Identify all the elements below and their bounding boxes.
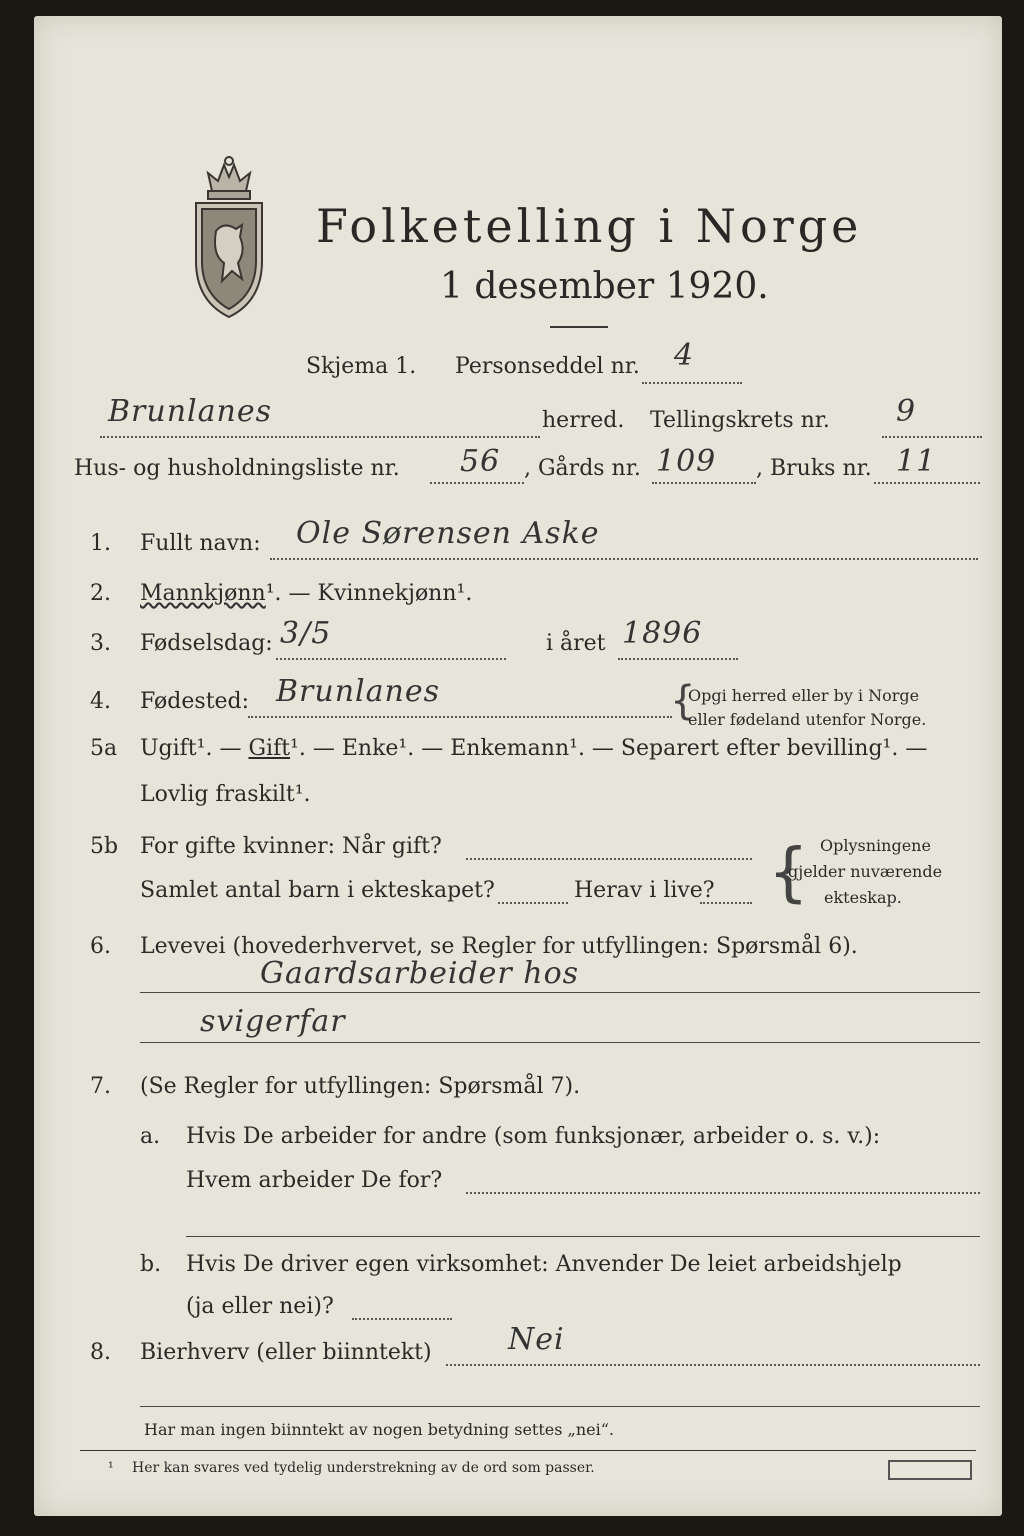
ugift-option[interactable]: Ugift¹. —	[140, 736, 242, 761]
note-ekteskap: ekteskap.	[824, 888, 902, 907]
footnote-text: Her kan svares ved tydelig understrekning av de ord som passer.	[132, 1460, 595, 1476]
female-option[interactable]: Kvinnekjønn	[317, 581, 457, 606]
other-marital-options[interactable]: ¹. — Enke¹. — Enkemann¹. — Separert efter bevilling¹. —	[290, 736, 928, 761]
q4-label: Fødested:	[140, 689, 250, 714]
fraskilt-option[interactable]: Lovlig fraskilt¹.	[140, 782, 311, 807]
birthplace-note-line2: eller fødeland utenfor Norge.	[688, 710, 927, 729]
schema-label: Skjema 1.	[306, 354, 417, 379]
q7b-text: Hvis De driver egen virksomhet: Anvender De leiet arbeidshjelp	[186, 1252, 902, 1277]
q6-label: Levevei (hovederhvervet, se Regler for utfyllingen: Spørsmål 6).	[140, 934, 858, 959]
form-date: 1 desember 1920.	[440, 266, 769, 307]
q2-options: Mannkjønn¹. — Kvinnekjønn¹.	[140, 581, 473, 606]
personseddel-value[interactable]: 4	[674, 338, 695, 373]
birthyear-value[interactable]: 1896	[622, 616, 703, 651]
q4-number: 4.	[90, 689, 111, 714]
employer-extra-line	[186, 1236, 980, 1237]
note-brace: {	[670, 678, 696, 724]
q5b-number: 5b	[90, 834, 119, 859]
herred-value[interactable]: Brunlanes	[108, 394, 272, 429]
title-divider	[550, 326, 608, 328]
footnote-mark: ¹	[108, 1460, 114, 1476]
q6-number: 6.	[90, 934, 111, 959]
q7b-letter: b.	[140, 1252, 162, 1277]
side-income-value[interactable]: Nei	[508, 1322, 565, 1357]
occupation-value-line2[interactable]: svigerfar	[200, 1004, 346, 1039]
employer-label: Hvem arbeider De for?	[186, 1168, 443, 1193]
marital-options	[140, 736, 927, 761]
coat-of-arms-icon	[190, 151, 268, 321]
bruks-label: , Bruks nr.	[756, 456, 872, 481]
q5a-number: 5a	[90, 736, 118, 761]
q3-number: 3.	[90, 631, 111, 656]
q7-label: (Se Regler for utfyllingen: Spørsmål 7).	[140, 1074, 581, 1099]
personseddel-label: Personseddel nr.	[455, 354, 640, 379]
q7a-text: Hvis De arbeider for andre (som funksjonær, arbeider o. s. v.):	[186, 1124, 881, 1149]
note-oplysningene: Oplysningene	[820, 836, 931, 855]
q1-label: Fullt navn:	[140, 531, 261, 556]
full-name-value[interactable]: Ole Sørensen Aske	[296, 516, 600, 551]
year-label: i året	[546, 631, 606, 656]
q7a-letter: a.	[140, 1124, 161, 1149]
q2-number: 2.	[90, 581, 111, 606]
form-title: Folketelling i Norge	[316, 199, 863, 253]
occupation-value-line1[interactable]: Gaardsarbeider hos	[260, 956, 580, 991]
birthplace-note-line1: Opgi herred eller by i Norge	[688, 686, 920, 705]
footer-note: Har man ingen biinntekt av nogen betydning settes „nei“.	[144, 1420, 614, 1439]
gift-option[interactable]: Gift	[248, 736, 291, 761]
gards-label: , Gårds nr.	[524, 456, 641, 481]
married-when-label: For gifte kvinner: Når gift?	[140, 834, 442, 859]
tellingskrets-label: Tellingskrets nr.	[650, 408, 830, 433]
male-option[interactable]: Mannkjønn	[140, 581, 266, 606]
q7-number: 7.	[90, 1074, 111, 1099]
q8-number: 8.	[90, 1340, 111, 1365]
bruks-value[interactable]: 11	[896, 444, 937, 479]
gards-value[interactable]: 109	[656, 444, 717, 479]
children-alive-label: Herav i live?	[574, 878, 715, 903]
husliste-value[interactable]: 56	[460, 444, 501, 479]
q1-number: 1.	[90, 531, 111, 556]
children-total-label: Samlet antal barn i ekteskapet?	[140, 878, 495, 903]
printer-stamp-icon	[888, 1460, 972, 1480]
q3-label: Fødselsdag:	[140, 631, 273, 656]
note-gjelder: gjelder nuværende	[788, 862, 943, 881]
husliste-label: Hus- og husholdningsliste nr.	[74, 456, 400, 481]
hired-help-label: (ja eller nei)?	[186, 1294, 334, 1319]
herred-label: herred.	[542, 408, 625, 433]
birthdate-value[interactable]: 3/5	[280, 616, 332, 651]
tellingskrets-value[interactable]: 9	[896, 394, 917, 429]
q8-label: Bierhverv (eller biinntekt)	[140, 1340, 432, 1365]
birthplace-value[interactable]: Brunlanes	[276, 674, 440, 709]
census-form-sheet: Folketelling i Norge 1 desember 1920. Skjema 1. Personseddel nr. 4 Brunlanes herred. Tellingskrets nr. 9 Hus- og husholdningsliste nr. 56 , Gårds nr. 109 , Bruks nr. 11 1. Fullt navn: Ole Sørensen Aske 2. Mannkjønn¹. — Kvinnekjønn¹. 3. Fødselsdag: 3/5 i året 1896 4. Fødested: Brunlanes { Opgi herred eller by i Norge eller fødeland utenfor Norge. 5a Ugift¹. — Gift¹. — Enke¹. — Enkemann¹. — Separert efter bevilling¹. — Lovlig fraskilt¹. 5b For gifte kvinner: Når gift? Samlet antal barn i ekteskapet? Herav i live? { Oplysningene gjelder nuværende ekteskap. 6. Levevei (hovederhvervet, se Regler for utfyllingen: Spørsmål 6). Gaardsarbeider hos svigerfar 7. (Se Regler for utfyllingen: Spørsmål 7). a. Hvis De arbeider for andre (som funksjonær, arbeider o. s. v.): Hvem arbeider De for? b. Hvis De driver egen virksomhet: Anvender De leiet arbeidshjelp (ja eller nei)? 8. Bierhverv (eller biinntekt) Nei Har man ingen biinntekt av nogen betydning settes „nei“. ¹ Her kan svares ved tydelig understrekning av de ord som passer.	[34, 16, 1002, 1516]
